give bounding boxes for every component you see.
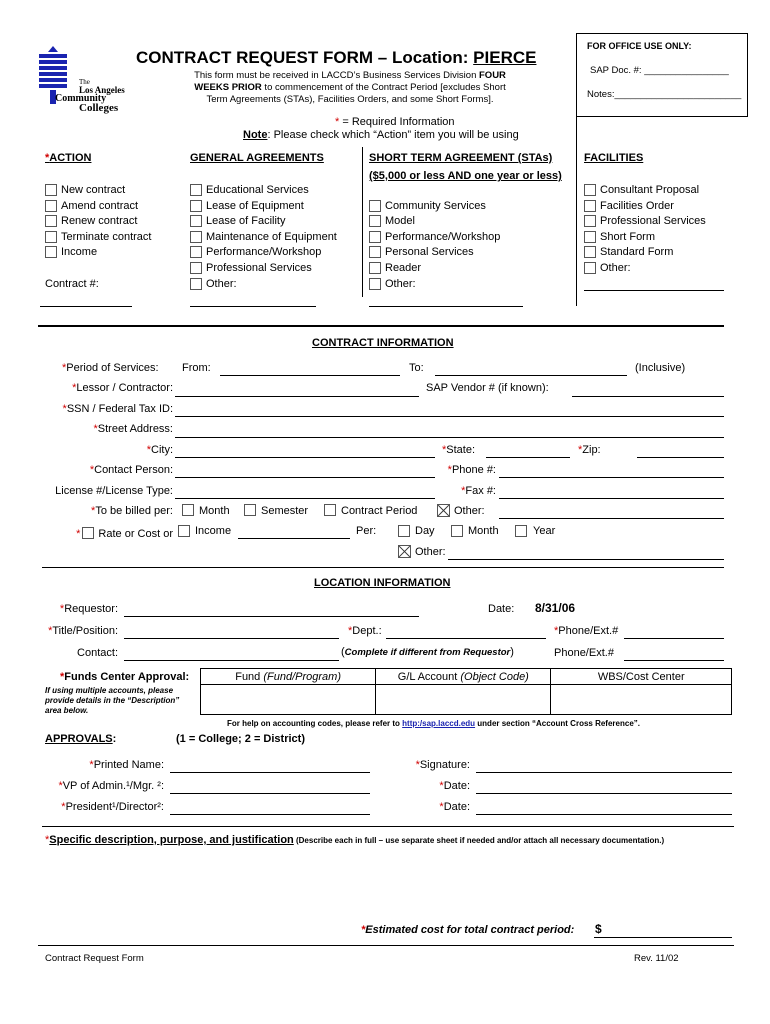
billed-label: [40, 505, 173, 517]
per-other-field[interactable]: [448, 559, 724, 560]
billed-semester-checkbox[interactable]: [244, 504, 256, 516]
accounting-help: [227, 719, 640, 728]
funds-table: [200, 668, 732, 715]
facilities-order-checkbox[interactable]: [584, 200, 596, 212]
fund-col-italic: (Fund/Program): [263, 670, 341, 683]
general-other-label: Other:: [206, 278, 237, 290]
billed-month-checkbox[interactable]: [182, 504, 194, 516]
amend-contract-label: Amend contract: [61, 200, 139, 212]
required-text: = Required Information: [339, 116, 455, 128]
lessor-text: Lessor / Contractor:: [76, 382, 173, 394]
standard-form-checkbox[interactable]: [584, 246, 596, 258]
renew-contract-checkbox[interactable]: [45, 215, 57, 227]
description-text: (Describe each in full – use separate sheet if needed and/or attach all necessary documentation.): [293, 836, 665, 845]
per-day-label: Day: [415, 525, 435, 537]
gl-cell[interactable]: [376, 685, 551, 715]
request-date-value[interactable]: 8/31/06: [535, 601, 576, 615]
date1-label: [400, 780, 470, 792]
per-month-checkbox[interactable]: [451, 525, 463, 537]
vp-field[interactable]: [170, 793, 370, 794]
general-other-field[interactable]: [190, 306, 316, 307]
vp-star: *: [58, 780, 63, 792]
street-label: [40, 423, 173, 435]
ssn-star: *: [62, 403, 67, 415]
sta-performance-checkbox[interactable]: [369, 231, 381, 243]
professional-services-label: Professional Services: [206, 262, 312, 274]
income-checkbox[interactable]: [45, 246, 57, 258]
title-position-label: [30, 625, 118, 637]
page-title: [136, 48, 536, 68]
requestor-label: [40, 603, 118, 615]
community-services-label: Community Services: [385, 200, 486, 212]
community-services-checkbox[interactable]: [369, 200, 381, 212]
date2-text: Date:: [443, 801, 470, 813]
intro-line1: This form must be received in LACCD’s Business Services Division: [194, 70, 479, 81]
ssn-text: SSN / Federal Tax ID:: [66, 403, 173, 415]
president-star: *: [61, 801, 66, 813]
president-text: President¹/Director²:: [65, 801, 164, 813]
intro-text: [180, 70, 520, 106]
date1-text: Date:: [443, 780, 470, 792]
required-legend: [335, 116, 455, 128]
phone-text: Phone #:: [451, 464, 496, 476]
funds-note: [45, 686, 179, 716]
period-star: *: [62, 362, 67, 374]
educational-services-label: Educational Services: [206, 184, 309, 196]
lessor-star: *: [72, 382, 77, 394]
help-text-1: For help on accounting codes, please refer to: [227, 719, 403, 728]
dept-field[interactable]: [386, 638, 546, 639]
from-date-field[interactable]: [220, 375, 400, 376]
renew-contract-label: Renew contract: [61, 215, 138, 227]
short-form-label: Short Form: [600, 231, 656, 243]
rate-text: Rate or Cost or: [98, 528, 173, 540]
facilities-order-label: Facilities Order: [600, 200, 674, 212]
lease-facility-checkbox[interactable]: [190, 215, 202, 227]
footer-divider: [38, 945, 734, 946]
educational-services-checkbox[interactable]: [190, 184, 202, 196]
gl-col-text: G/L Account: [397, 670, 461, 683]
fax-star: *: [461, 485, 466, 497]
reader-checkbox[interactable]: [369, 262, 381, 274]
city-field[interactable]: [175, 457, 435, 458]
phone-ext2-field[interactable]: [624, 660, 724, 661]
rate-star: *: [76, 528, 81, 540]
billed-semester-label: Semester: [261, 505, 309, 517]
gl-col-italic: (Object Code): [460, 670, 529, 683]
state-text: State:: [446, 444, 476, 456]
from-label: From:: [182, 362, 211, 374]
per-year-label: Year: [533, 525, 556, 537]
date2-star: *: [439, 801, 444, 813]
fax-text: Fax #:: [465, 485, 496, 497]
section-divider-2: [42, 567, 724, 568]
sta-header: SHORT TERM AGREEMENT (STAs): [369, 152, 553, 164]
president-field[interactable]: [170, 814, 370, 815]
billed-contract-period-label: Contract Period: [341, 505, 418, 517]
standard-form-label: Standard Form: [600, 246, 674, 258]
estimated-text: Estimated cost for total contract period:: [365, 924, 575, 936]
action-header-text: ACTION: [49, 152, 92, 164]
section-divider-3: [42, 826, 734, 827]
dollar-sign: $: [595, 922, 602, 936]
reader-label: Reader: [385, 262, 422, 274]
rate-amount-field[interactable]: [238, 538, 350, 539]
complete-text: Complete if different from Requestor: [344, 647, 511, 658]
funds-star: *: [60, 671, 65, 683]
wbs-cell[interactable]: [551, 685, 732, 715]
zip-star: *: [578, 444, 583, 456]
billed-other-checkbox-checked[interactable]: [437, 504, 450, 517]
intro-weeks-prior: WEEKS PRIOR: [194, 82, 262, 93]
requestor-text: Requestor:: [64, 603, 118, 615]
intro-line3: Term Agreements (STAs), Facilities Orders, and some Short Forms].: [206, 94, 494, 105]
rate-label: [40, 525, 173, 540]
period-label: [62, 362, 159, 374]
funds-note-3: area below.: [45, 706, 89, 715]
state-field[interactable]: [486, 457, 570, 458]
period-text: Period of Services:: [66, 362, 159, 374]
action-header: [45, 152, 91, 164]
per-label: Per:: [356, 525, 377, 537]
date2-label: [400, 801, 470, 813]
contact-person-field[interactable]: [175, 477, 435, 478]
complete-note: [341, 646, 514, 658]
title-position-text: Title/Position:: [52, 625, 118, 637]
printed-name-field[interactable]: [170, 772, 370, 773]
billed-contract-period-checkbox[interactable]: [324, 504, 336, 516]
new-contract-label: New contract: [61, 184, 126, 196]
funds-note-1: If using multiple accounts, please: [45, 686, 174, 695]
sta-other-field[interactable]: [369, 306, 523, 307]
per-year-checkbox[interactable]: [515, 525, 527, 537]
phone-ext-star: *: [554, 625, 559, 637]
vendor-label: SAP Vendor # (if known):: [426, 382, 549, 394]
dept-text: Dept.:: [352, 625, 382, 637]
note-text: : Please check which “Action” item you will be using: [267, 129, 519, 141]
fax-field[interactable]: [499, 498, 724, 499]
fund-col-text: Fund: [235, 670, 264, 683]
complete-open: (: [341, 646, 345, 658]
income-rate-label: Income: [195, 525, 232, 537]
district-logo: [33, 46, 123, 116]
title-position-field[interactable]: [124, 638, 339, 639]
vendor-field[interactable]: [572, 396, 724, 397]
zip-label: [578, 444, 601, 456]
action-star: *: [45, 152, 50, 164]
billed-other-field[interactable]: [499, 518, 724, 519]
logo-text-the: The: [79, 78, 90, 86]
fac-professional-checkbox[interactable]: [584, 215, 596, 227]
footer-revision: Rev. 11/02: [634, 953, 679, 964]
phone-label: [440, 464, 496, 476]
estimated-cost-label: [361, 924, 574, 936]
ssn-field[interactable]: [175, 416, 724, 417]
income-label: Income: [61, 246, 98, 258]
location-info-title: LOCATION INFORMATION: [314, 577, 451, 589]
wbs-header: WBS/Cost Center: [551, 669, 732, 685]
required-star: *: [335, 116, 340, 128]
printed-name-label: [40, 759, 164, 771]
income-rate-checkbox[interactable]: [178, 525, 190, 537]
per-other-checkbox-checked[interactable]: [398, 545, 411, 558]
logo-text-community: Community: [55, 93, 107, 104]
sta-performance-label: Performance/Workshop: [385, 231, 501, 243]
billed-text: To be billed per:: [95, 505, 173, 517]
phone-ext-field[interactable]: [624, 638, 724, 639]
fac-other-field[interactable]: [584, 290, 724, 291]
office-use-title: FOR OFFICE USE ONLY:: [587, 41, 692, 51]
phone-star: *: [447, 464, 452, 476]
estimated-star: *: [361, 924, 366, 936]
consultant-proposal-checkbox[interactable]: [584, 184, 596, 196]
signature-star: *: [415, 759, 420, 771]
fac-other-label: Other:: [600, 262, 631, 274]
lessor-field[interactable]: [175, 396, 419, 397]
to-label: To:: [409, 362, 424, 374]
help-text-2: under section “Account Cross Reference”.: [475, 719, 640, 728]
billed-month-label: Month: [199, 505, 230, 517]
vp-text: VP of Admin.¹/Mgr. ²:: [62, 780, 164, 792]
column-divider: [362, 147, 363, 297]
terminate-contract-checkbox[interactable]: [45, 231, 57, 243]
amend-contract-checkbox[interactable]: [45, 200, 57, 212]
sta-other-checkbox[interactable]: [369, 278, 381, 290]
street-text: Street Address:: [97, 423, 173, 435]
zip-field[interactable]: [637, 457, 724, 458]
per-day-checkbox[interactable]: [398, 525, 410, 537]
intro-line2: to commencement of the Contract Period [excludes Short: [261, 82, 506, 93]
city-text: City:: [151, 444, 173, 456]
date2-field[interactable]: [476, 814, 732, 815]
model-label: Model: [385, 215, 415, 227]
phone-ext-text: Phone/Ext.#: [558, 625, 619, 637]
personal-services-label: Personal Services: [385, 246, 474, 258]
date1-field[interactable]: [476, 793, 732, 794]
approvals-colon: :: [112, 733, 117, 745]
per-other-label: Other:: [415, 546, 446, 558]
maintenance-equipment-label: Maintenance of Equipment: [206, 231, 337, 243]
gl-header: [376, 669, 551, 685]
billed-other-label: Other:: [454, 505, 485, 517]
section-divider: [38, 325, 724, 327]
title-position-star: *: [48, 625, 53, 637]
requestor-field[interactable]: [124, 616, 419, 617]
new-contract-checkbox[interactable]: [45, 184, 57, 196]
contact-person-star: *: [89, 464, 95, 476]
description-area[interactable]: [45, 852, 730, 916]
funds-note-2: provide details in the “Description”: [45, 696, 180, 705]
contact-person-text: Contact Person:: [94, 464, 173, 476]
dept-star: *: [348, 625, 353, 637]
professional-services-checkbox[interactable]: [190, 262, 202, 274]
description-star: *: [45, 834, 50, 846]
vp-label: [40, 780, 164, 792]
signature-field[interactable]: [476, 772, 732, 773]
lessor-label: [40, 382, 173, 394]
description-label: [45, 834, 664, 846]
printed-text: Printed Name:: [93, 759, 164, 771]
contact-label: Contact:: [77, 647, 118, 659]
date1-star: *: [439, 780, 444, 792]
sta-other-label: Other:: [385, 278, 416, 290]
general-agreements-header: GENERAL AGREEMENTS: [190, 152, 324, 164]
sap-doc-field[interactable]: SAP Doc. #: ________________: [590, 65, 729, 76]
fac-other-checkbox[interactable]: [584, 262, 596, 274]
fund-cell[interactable]: [201, 685, 376, 715]
logo-text-colleges: Colleges: [79, 102, 119, 114]
license-field[interactable]: [175, 498, 435, 499]
note-label: Note: [243, 129, 268, 141]
general-performance-checkbox[interactable]: [190, 246, 202, 258]
facilities-header: FACILITIES: [584, 152, 644, 164]
general-performance-label: Performance/Workshop: [206, 246, 322, 258]
intro-four: FOUR: [479, 70, 506, 81]
terminate-contract-label: Terminate contract: [61, 231, 152, 243]
per-month-label: Month: [468, 525, 499, 537]
ssn-label: [40, 403, 173, 415]
office-divider: [576, 116, 577, 306]
short-form-checkbox[interactable]: [584, 231, 596, 243]
billed-star: *: [91, 505, 96, 517]
general-other-checkbox[interactable]: [190, 278, 202, 290]
signature-text: Signature:: [419, 759, 470, 771]
footer-form-name: Contract Request Form: [45, 953, 144, 964]
sta-subheader: ($5,000 or less AND one year or less): [369, 170, 562, 182]
dept-label: [348, 625, 382, 637]
logo-text-la: Los Angeles: [79, 85, 125, 95]
phone-field[interactable]: [499, 477, 724, 478]
contact-field[interactable]: [124, 660, 339, 661]
date-label: Date:: [488, 603, 515, 615]
funds-text: Funds Center Approval:: [64, 671, 190, 683]
help-link[interactable]: http:/sap.laccd.edu: [402, 719, 476, 728]
title-location: PIERCE: [473, 48, 537, 67]
approvals-legend: (1 = College; 2 = District): [176, 733, 305, 745]
printed-star: *: [89, 759, 94, 771]
lease-facility-label: Lease of Facility: [206, 215, 286, 227]
fax-label: [440, 485, 496, 497]
street-star: *: [93, 423, 98, 435]
consultant-proposal-label: Consultant Proposal: [600, 184, 700, 196]
approvals-label: [45, 733, 116, 745]
fac-professional-label: Professional Services: [600, 215, 706, 227]
city-label: [40, 444, 173, 456]
office-notes-field[interactable]: Notes:________________________: [587, 89, 742, 100]
funds-label: [60, 671, 189, 683]
complete-close: ): [510, 646, 514, 658]
president-label: [40, 801, 164, 813]
signature-label: [400, 759, 470, 771]
lease-equipment-label: Lease of Equipment: [206, 200, 304, 212]
to-date-field[interactable]: [435, 375, 627, 376]
model-checkbox[interactable]: [369, 215, 381, 227]
estimated-cost-field[interactable]: [594, 937, 732, 938]
approvals-text: APPROVALS: [45, 733, 113, 745]
zip-text: Zip:: [582, 444, 601, 456]
fund-header: [201, 669, 376, 685]
personal-services-checkbox[interactable]: [369, 246, 381, 258]
contract-number-label: Contract #:: [45, 278, 99, 290]
contact-person-label: [40, 464, 173, 476]
contract-info-title: CONTRACT INFORMATION: [312, 337, 454, 349]
rate-checkbox[interactable]: [82, 527, 94, 539]
requestor-star: *: [59, 603, 65, 615]
street-field[interactable]: [175, 437, 724, 438]
contract-number-field[interactable]: [40, 306, 132, 307]
title-text: CONTRACT REQUEST FORM – Location:: [136, 48, 474, 67]
state-label: [442, 444, 475, 456]
inclusive-label: (Inclusive): [635, 362, 686, 374]
description-title: Specific description, purpose, and justification: [49, 834, 294, 846]
state-star: *: [442, 444, 447, 456]
city-star: *: [146, 444, 151, 456]
action-note: [243, 129, 519, 141]
phone-ext-label: [554, 625, 618, 637]
lease-equipment-checkbox[interactable]: [190, 200, 202, 212]
maintenance-equipment-checkbox[interactable]: [190, 231, 202, 243]
phone-ext2-label: Phone/Ext.#: [554, 647, 614, 659]
license-label: License #/License Type:: [55, 485, 173, 497]
